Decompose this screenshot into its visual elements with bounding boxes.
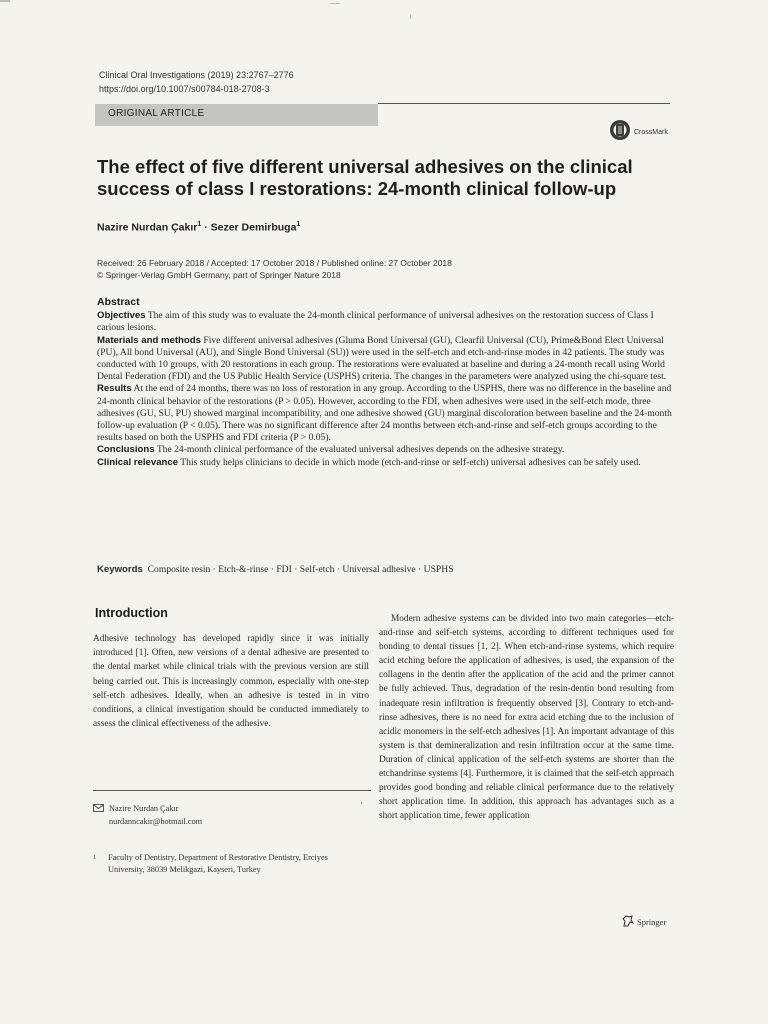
keywords-list: Composite resin · Etch-&-rinse · FDI · Self-etch · Universal adhesive · USPHS — [147, 564, 454, 575]
abstract-section-text: The 24-month clinical performance of the evaluated universal adhesives depends on the adhesive strategy. — [156, 444, 565, 456]
springer-horse-icon — [622, 915, 634, 929]
body-column-left — [93, 632, 369, 731]
keywords-head: Keywords — [97, 564, 143, 575]
corresponding-author — [93, 803, 202, 828]
abstract-section-text: Five different universal adhesives (Gluma Bond Universal (GU), Clearfil Universal (CU), Prime&Bond Elect Universal (PU), All bond Universal (AU), and Single Bond Universal (SU)) were used in the self-etch and etch-and-rinse modes in 42 patients. The study was conducted with 10 groups, with 20 restorations in each group. The restorations were evaluated at baseline and during a 24-month recall using World Dental Federation (FDI) and the US Public Health Service (USPHS) criteria. The changes in the parameters were analyzed using the chi-square test. — [97, 334, 667, 383]
abstract-section-text: This study helps clinicians to decide in which mode (etch-and-rinse or self-etch) universal adhesives can be safely used. — [180, 456, 641, 468]
abstract-section-head: Conclusions — [97, 444, 155, 456]
doi-link[interactable]: https://doi.org/10.1007/s00784-018-2708-3 — [99, 84, 270, 94]
article-title: The effect of five different universal adhesives on the clinical success of class I restorations: 24-month clinical follow-up — [97, 156, 633, 199]
publisher-logo — [622, 915, 666, 929]
author-name[interactable]: Nazire Nurdan Çakır — [97, 221, 198, 234]
affiliation — [93, 852, 373, 876]
section-heading-introduction: Introduction — [95, 606, 168, 620]
crossmark-icon — [609, 119, 631, 146]
abstract-section-head: Results — [97, 383, 132, 395]
publication-dates — [97, 258, 452, 281]
body-paragraph: Modern adhesive systems can be divided into two main categories—etch-and-rinse and self-etch systems, according to different techniques used for bonding to dental tissues [1, 2]. When etch-and-rinse systems, which require acid etching before the application of adhesives, is used, the expansion of the collagens in the dentin after the application of the acid and the primer cannot be fully achieved. Thus, degradation of the resin-dentin bond resulting from inadequate resin infiltration is frequently observed [3]. Contrary to etch-and-rinse adhesives, there is no need for extra acid etching due to the inclusion of acidic monomers in the self-etch adhesives [1]. An important advantage of this system is that demineralization and resin infiltration occur at the same time. Duration of clinical application of the self-etch systems are shorter than the etchandrinse systems [4]. Furthermore, it is claimed that the self-etch approach provides good bonding and reliable clinical performance due to the relatively short application time. In addition, this approach has advantages such as a short application time, fewer application — [379, 614, 674, 822]
scan-mark — [330, 3, 340, 4]
corresponding-email[interactable]: nurdanncakir@hotmail.com — [109, 817, 203, 826]
crossmark-label: CrossMark — [634, 129, 668, 136]
author-list — [97, 221, 300, 234]
author-name[interactable]: Sezer Demirbuga — [210, 221, 297, 234]
envelope-icon — [93, 804, 105, 816]
article-type-label: ORIGINAL ARTICLE — [108, 108, 205, 119]
journal-citation-line: Clinical Oral Investigations (2019) 23:2767–2776 — [99, 70, 294, 80]
abstract-section — [97, 457, 673, 469]
journal-citation — [99, 68, 294, 96]
scan-mark — [0, 0, 10, 2]
crossmark-badge[interactable] — [609, 119, 668, 146]
copyright-line: © Springer-Verlag GmbH Germany, part of Springer Nature 2018 — [97, 269, 341, 280]
abstract-section — [97, 444, 673, 456]
dates-line: Received: 26 February 2018 / Accepted: 17 October 2018 / Published online: 27 October 2018 — [97, 258, 452, 268]
scan-dot: · — [360, 798, 363, 808]
author-separator: · — [204, 221, 208, 234]
abstract-section — [97, 335, 673, 384]
footnote-rule — [93, 790, 371, 791]
abstract-section-text: At the end of 24 months, there was no loss of restoration in any group. According to the USPHS, there was no difference in the baseline and 24-month clinical behavior of the restorations (P > 0.05). However, according to the FDI, when adhesives were used in the self-etch mode, three adhesives (GU, SU, PU) showed marginal incompatibility, and one adhesive showed (GU) marginal discoloration between baseline and the 24-month follow-up evaluation (P < 0.05). There was no significant difference after 24 months between etch-and-rinse and self-etch groups according to the results based on both the USPHS and FDI criteria (P > 0.05). — [97, 383, 672, 444]
affiliation-number: 1 — [93, 855, 96, 861]
body-column-right — [379, 612, 674, 823]
abstract — [97, 296, 673, 469]
author-affiliation-mark: 1 — [197, 221, 202, 228]
scan-mark — [410, 15, 411, 19]
corresponding-name: Nazire Nurdan Çakır — [109, 804, 179, 813]
abstract-section-text: The aim of this study was to evaluate the 24-month clinical performance of universal adhesives on the restoration success of Class I carious lesions. — [97, 310, 654, 334]
header-rule — [378, 103, 670, 104]
abstract-section — [97, 310, 673, 334]
affiliation-text: Faculty of Dentistry, Department of Restorative Dentistry, Erciyes University, 38039 Melikgazi, Kayseri, Turkey — [108, 853, 328, 874]
body-paragraph: Adhesive technology has developed rapidly since it was initially introduced [1]. Often, new versions of a dental adhesive are presented to the dental market while clinical trials with the previous version are still being carried out. This is increasingly common, especially with one-step self-etch adhesives. Ideally, when an adhesive is tested in in vitro conditions, a clinical investigation should be conducted immediately to assess the clinical effectiveness of the adhesive. — [93, 634, 369, 730]
abstract-section-head: Clinical relevance — [97, 456, 179, 468]
author-affiliation-mark: 1 — [296, 221, 301, 228]
abstract-section-head: Materials and methods — [97, 334, 201, 346]
publisher-name: Springer — [637, 917, 667, 927]
abstract-section-head: Objectives — [97, 310, 146, 322]
abstract-title: Abstract — [97, 296, 140, 308]
keywords — [97, 564, 454, 575]
abstract-section — [97, 383, 673, 444]
